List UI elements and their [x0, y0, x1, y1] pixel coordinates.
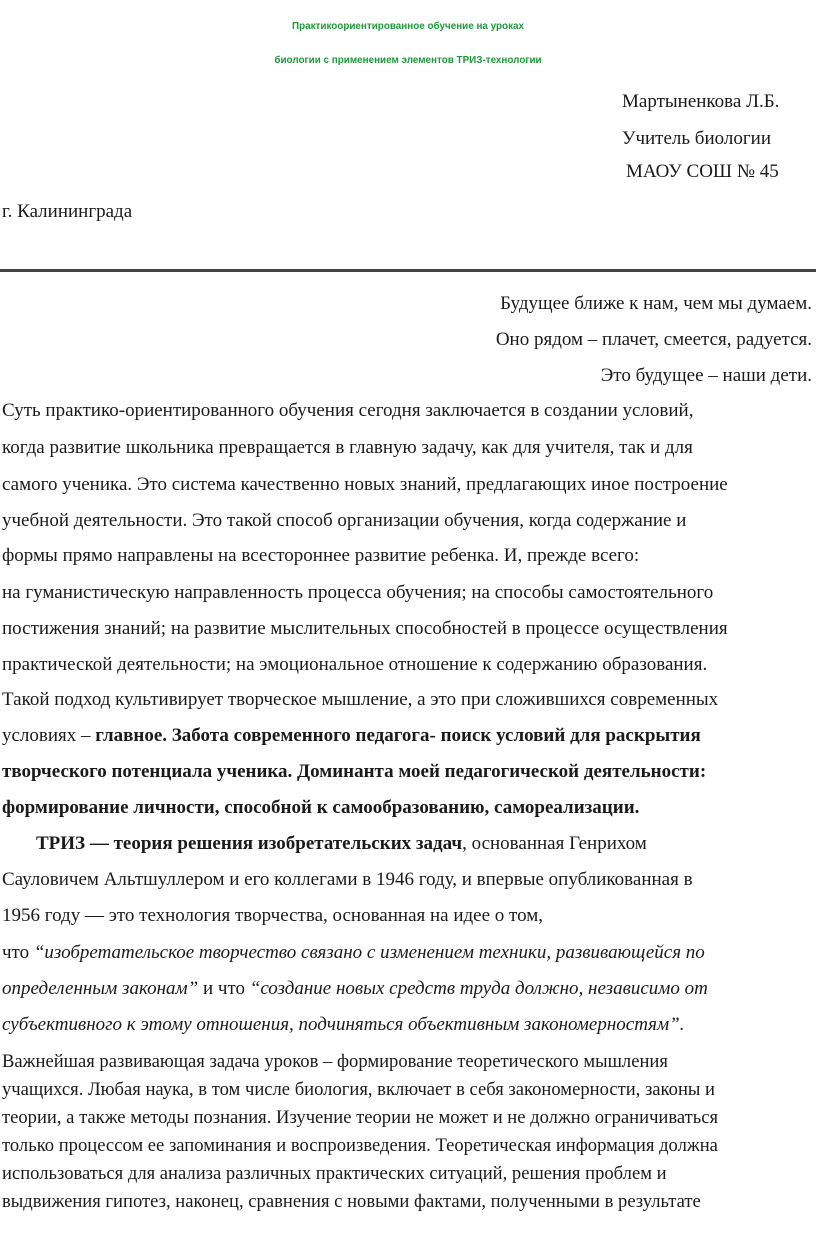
quote-italic: “изобретательское творчество связано с изменением техники, развивающейся по	[33, 942, 705, 963]
text-line: выдвижения гипотез, наконец, сравнения с новыми фактами, полученными в результате	[2, 1191, 701, 1212]
text-line: самого ученика. Это система качественно новых знаний, предлагающих иное построение	[2, 474, 728, 495]
author-city: г. Калининграда	[2, 201, 133, 222]
text-line: использоваться для анализа различных практических ситуаций, решения проблем и	[2, 1163, 667, 1184]
quote-italic: “создание новых средств труда должно, независимо от	[249, 978, 708, 999]
text-line: Суть практико-ориентированного обучения сегодня заключается в создании условий,	[2, 400, 694, 421]
text-line	[36, 832, 647, 856]
text-line: когда развитие школьника превращается в главную задачу, как для учителя, так и для	[2, 437, 693, 458]
text-line: учащихся. Любая наука, в том числе биология, включает в себя закономерности, законы и	[2, 1079, 715, 1100]
title-line-2: биологии с применением элементов ТРИЗ-технологии	[274, 55, 542, 66]
text-line: 1956 году — это технология творчества, основанная на идее о том,	[2, 905, 544, 926]
epigraph-line: Будущее ближе к нам, чем мы думаем.	[500, 293, 812, 314]
text-normal: , основанная Генрихом	[462, 833, 647, 854]
quote-italic-line: субъективного к этому отношения, подчиняться объективным закономерностям”.	[2, 1014, 685, 1035]
triz-definition-bold: ТРИЗ — теория решения изобретательских задач	[36, 833, 463, 854]
text-line-bold: творческого потенциала ученика. Доминанта моей педагогической деятельности:	[2, 761, 707, 782]
text-line	[2, 977, 708, 1001]
text-line: Такой подход культивирует творческое мышление, а это при сложившихся современных	[2, 689, 719, 710]
document-title	[0, 10, 816, 78]
text-line	[2, 941, 705, 965]
author-name: Мартыненкова Л.Б.	[622, 91, 780, 112]
author-school: МАОУ СОШ № 45	[626, 161, 779, 182]
epigraph-line: Оно рядом – плачет, смеется, радуется.	[495, 329, 812, 350]
text-normal: что	[2, 942, 34, 963]
text-line-bold: формирование личности, способной к самообразованию, самореализации.	[2, 797, 640, 818]
text-line: на гуманистическую направленность процесса обучения; на способы самостоятельного	[2, 582, 714, 603]
text-normal: и что	[198, 978, 250, 999]
text-line: практической деятельности; на эмоциональное отношение к содержанию образования.	[2, 654, 708, 675]
header-divider	[0, 269, 816, 272]
text-normal: условиях –	[2, 725, 96, 746]
quote-italic: определенным законам”	[2, 978, 199, 999]
text-line: только процессом ее запоминания и воспроизведения. Теоретическая информация должна	[2, 1135, 718, 1156]
text-line	[2, 724, 701, 748]
text-line: учебной деятельности. Это такой способ организации обучения, когда содержание и	[2, 510, 687, 531]
text-line: формы прямо направлены на всестороннее развитие ребенка. И, прежде всего:	[2, 545, 640, 566]
text-bold: главное. Забота современного педагога- поиск условий для раскрытия	[95, 725, 701, 746]
text-line: постижения знаний; на развитие мыслительных способностей в процессе осуществления	[2, 618, 728, 639]
text-line: Важнейшая развивающая задача уроков – формирование теоретического мышления	[2, 1051, 668, 1072]
text-line: Сауловичем Альтшуллером и его коллегами в 1946 году, и впервые опубликованная в	[2, 869, 693, 890]
title-line-1: Практикоориентированное обучение на уроках	[291, 21, 525, 32]
epigraph-line: Это будущее – наши дети.	[600, 365, 812, 386]
text-line: теории, а также методы познания. Изучение теории не может и не должно ограничиваться	[2, 1107, 719, 1128]
author-position: Учитель биологии	[622, 128, 772, 149]
